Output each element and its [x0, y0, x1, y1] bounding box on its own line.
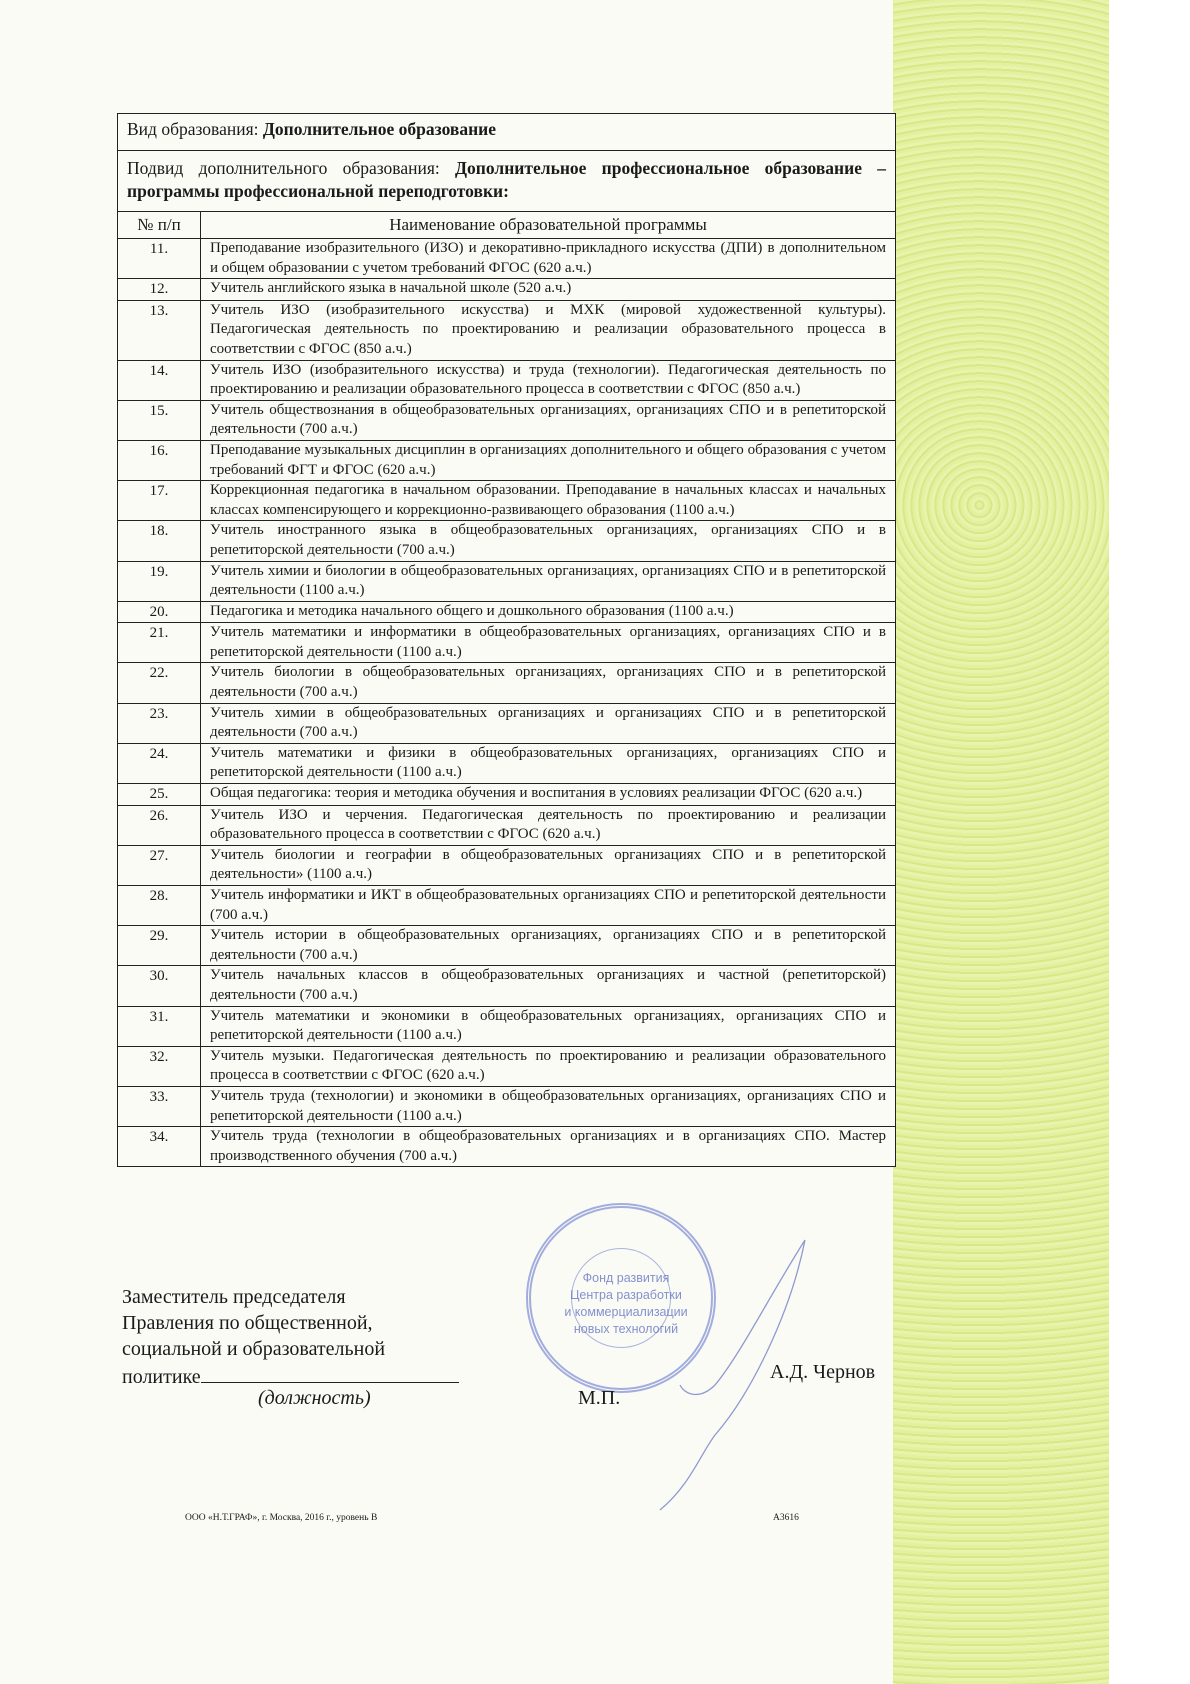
education-type-label: Вид образования:	[127, 119, 263, 139]
position-line: Правления по общественной,	[122, 1312, 373, 1334]
row-number: 14.	[118, 360, 201, 400]
table-row	[118, 481, 896, 521]
row-number: 11.	[118, 239, 201, 279]
program-name: Учитель ИЗО (изобразительного искусства) и МХК (мировой художественной культуры). Педагогическая деятельность по проектированию и реализации образовательного процесса в соответствии с ФГОС (850 а.ч.)	[201, 300, 896, 360]
education-type-row	[118, 114, 896, 151]
security-pattern-band	[893, 0, 1109, 1684]
program-name: Учитель иностранного языка в общеобразовательных организациях, организациях СПО и в репетиторской деятельности (700 а.ч.)	[201, 521, 896, 561]
row-number: 31.	[118, 1006, 201, 1046]
column-header-name: Наименование образовательной программы	[201, 212, 896, 239]
form-code: А3616	[773, 1513, 799, 1523]
program-name: Учитель математики и физики в общеобразовательных организациях, организациях СПО и репетиторской деятельности (1100 а.ч.)	[201, 743, 896, 783]
table-row	[118, 440, 896, 480]
program-name: Учитель химии и биологии в общеобразовательных организациях, организациях СПО и в репетиторской деятельности (1100 а.ч.)	[201, 561, 896, 601]
row-number: 20.	[118, 601, 201, 623]
education-subtype-label: Подвид дополнительного образования:	[127, 158, 456, 178]
table-row	[118, 1086, 896, 1126]
row-number: 19.	[118, 561, 201, 601]
program-name: Учитель начальных классов в общеобразовательных организациях и частной (репетиторской) деятельности (700 а.ч.)	[201, 966, 896, 1006]
table-row	[118, 1046, 896, 1086]
education-subtype-value: Дополнительное профессиональное образование – программы профессиональной переподготовки:	[127, 158, 886, 201]
row-number: 26.	[118, 805, 201, 845]
stamp-place-label: М.П.	[578, 1387, 621, 1409]
row-number: 28.	[118, 886, 201, 926]
signature-underline	[201, 1362, 459, 1383]
table-row	[118, 845, 896, 885]
position-line: социальной и образовательной	[122, 1338, 386, 1360]
row-number: 13.	[118, 300, 201, 360]
row-number: 29.	[118, 926, 201, 966]
row-number: 21.	[118, 623, 201, 663]
table-row	[118, 601, 896, 623]
table-row	[118, 300, 896, 360]
table-row	[118, 521, 896, 561]
position-caption: (должность)	[258, 1387, 371, 1409]
programs-table	[117, 113, 896, 1167]
program-name: Учитель биологии и географии в общеобразовательных организациях СПО и в репетиторской деятельности» (1100 а.ч.)	[201, 845, 896, 885]
program-name: Учитель английского языка в начальной школе (520 а.ч.)	[201, 279, 896, 301]
table-row	[118, 926, 896, 966]
table-row	[118, 1006, 896, 1046]
table-row	[118, 743, 896, 783]
row-number: 17.	[118, 481, 201, 521]
row-number: 24.	[118, 743, 201, 783]
program-name: Учитель химии в общеобразовательных организациях и организациях СПО и в репетиторской деятельности (700 а.ч.)	[201, 703, 896, 743]
program-name: Коррекционная педагогика в начальном образовании. Преподавание в начальных классах и начальных классах компенсирующего и коррекционно-развивающего образования (1100 а.ч.)	[201, 481, 896, 521]
signatory-name: А.Д. Чернов	[770, 1361, 876, 1383]
education-subtype-row	[118, 151, 896, 212]
table-row	[118, 400, 896, 440]
education-type-value: Дополнительное образование	[262, 119, 497, 139]
row-number: 12.	[118, 279, 201, 301]
program-name: Учитель математики и информатики в общеобразовательных организациях, организациях СПО и в репетиторской деятельности (1100 а.ч.)	[201, 623, 896, 663]
row-number: 32.	[118, 1046, 201, 1086]
column-header-number: № п/п	[118, 212, 201, 239]
program-name: Учитель истории в общеобразовательных организациях, организациях СПО и в репетиторской деятельности (700 а.ч.)	[201, 926, 896, 966]
program-name: Учитель музыки. Педагогическая деятельность по проектированию и реализации образовательного процесса в соответствии с ФГОС (620 а.ч.)	[201, 1046, 896, 1086]
table-row	[118, 561, 896, 601]
program-name: Преподавание изобразительного (ИЗО) и декоративно-прикладного искусства (ДПИ) в дополнительном и общем образовании с учетом требований ФГОС (620 а.ч.)	[201, 239, 896, 279]
seal-line: Фонд развития	[582, 1271, 670, 1285]
row-number: 23.	[118, 703, 201, 743]
table-row	[118, 663, 896, 703]
table-row	[118, 886, 896, 926]
table-row	[118, 805, 896, 845]
program-name: Учитель труда (технологии) и экономики в общеобразовательных организациях, организациях СПО и репетиторской деятельности (1100 а.ч.)	[201, 1086, 896, 1126]
row-number: 34.	[118, 1127, 201, 1167]
table-row	[118, 623, 896, 663]
seal-line: и коммерциализации	[564, 1305, 688, 1319]
program-name: Учитель ИЗО (изобразительного искусства) и труда (технологии). Педагогическая деятельность по проектированию и реализации образовательного процесса в соответствии с ФГОС (850 а.ч.)	[201, 360, 896, 400]
table-row	[118, 784, 896, 806]
program-name: Учитель биологии в общеобразовательных организациях, организациях СПО и в репетиторской деятельности (700 а.ч.)	[201, 663, 896, 703]
table-row	[118, 360, 896, 400]
row-number: 30.	[118, 966, 201, 1006]
program-name: Учитель труда (технологии в общеобразовательных организациях и в организациях СПО. Мастер производственного обучения (700 а.ч.)	[201, 1127, 896, 1167]
row-number: 27.	[118, 845, 201, 885]
printer-info: ООО «Н.Т.ГРАФ», г. Москва, 2016 г., уровень В	[185, 1513, 378, 1523]
position-line: Заместитель председателя	[122, 1286, 346, 1308]
row-number: 16.	[118, 440, 201, 480]
program-name: Педагогика и методика начального общего и дошкольного образования (1100 а.ч.)	[201, 601, 896, 623]
position-line: политике	[122, 1366, 201, 1388]
table-row	[118, 703, 896, 743]
program-name: Учитель информатики и ИКТ в общеобразовательных организациях СПО и репетиторской деятельности (700 а.ч.)	[201, 886, 896, 926]
row-number: 33.	[118, 1086, 201, 1126]
table-row	[118, 1127, 896, 1167]
seal-line: Центра разработки	[570, 1288, 682, 1302]
program-name: Учитель обществознания в общеобразовательных организациях, организациях СПО и в репетиторской деятельности (700 а.ч.)	[201, 400, 896, 440]
program-name: Учитель математики и экономики в общеобразовательных организациях, организациях СПО и репетиторской деятельности (1100 а.ч.)	[201, 1006, 896, 1046]
row-number: 15.	[118, 400, 201, 440]
row-number: 18.	[118, 521, 201, 561]
program-name: Общая педагогика: теория и методика обучения и воспитания в условиях реализации ФГОС (620 а.ч.)	[201, 784, 896, 806]
signatory-position	[122, 1284, 459, 1390]
program-name: Преподавание музыкальных дисциплин в организациях дополнительного и общего образования с учетом требований ФГТ и ФГОС (620 а.ч.)	[201, 440, 896, 480]
table-header-row	[118, 212, 896, 239]
row-number: 22.	[118, 663, 201, 703]
table-row	[118, 279, 896, 301]
table-row	[118, 239, 896, 279]
row-number: 25.	[118, 784, 201, 806]
table-row	[118, 966, 896, 1006]
seal-line: новых технологий	[573, 1322, 679, 1336]
program-name: Учитель ИЗО и черчения. Педагогическая деятельность по проектированию и реализации образовательного процесса в соответствии с ФГОС (620 а.ч.)	[201, 805, 896, 845]
